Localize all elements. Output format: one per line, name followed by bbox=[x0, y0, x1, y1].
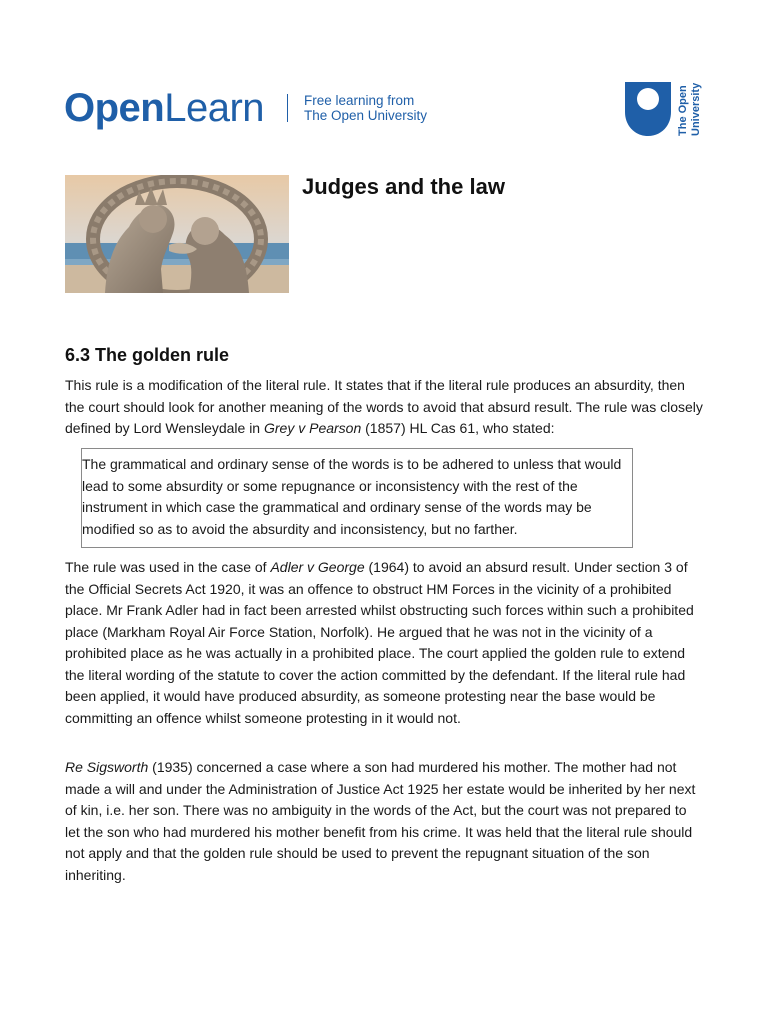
quotation-box: The grammatical and ordinary sense of the words is to be adhered to unless that would lead to some absurdity or some repugnance or inconsistency with the rest of the instrument in which case the grammatical and ordinary sense of the words may be modified so as to avoid the absurdity and inconsistency, but no farther. bbox=[81, 448, 633, 548]
tagline-line-1: Free learning from bbox=[304, 93, 415, 108]
tagline-line-2: The Open University bbox=[304, 108, 428, 123]
ou-wordmark-line-2: University bbox=[690, 82, 702, 136]
ou-wordmark-line-1: The Open bbox=[677, 85, 689, 136]
paragraph-1-text-after: (1857) HL Cas 61, who stated: bbox=[361, 420, 555, 436]
paragraph-2-text-before: The rule was used in the case of bbox=[65, 559, 271, 575]
paragraph-1 bbox=[65, 375, 705, 440]
paragraph-3 bbox=[65, 757, 705, 886]
hero-sculpture-image bbox=[65, 175, 289, 293]
logo-open-text: Open bbox=[64, 86, 165, 130]
logo-divider bbox=[287, 94, 288, 122]
page-title: Judges and the law bbox=[302, 174, 505, 199]
case-name-grey-v-pearson: Grey v Pearson bbox=[263, 420, 362, 436]
open-university-wordmark bbox=[676, 82, 704, 136]
paragraph-3-text-after: (1935) concerned a case where a son had murdered his mother. The mother had not made a will and under the Administration of Justice Act 1925 her estate would be inherited by her next of kin, i.e. her son. There was no ambiguity in the words of the Act, but the court was not prepared to let the son who had murdered his mother benefit from his crime. It was held that the literal rule should not apply and that the golden rule should be used to prevent the repugnant situation of the son inheriting. bbox=[65, 759, 696, 883]
logo-learn-text: Learn bbox=[164, 86, 265, 130]
tagline bbox=[304, 93, 427, 123]
case-name-adler-v-george: Adler v George bbox=[270, 559, 365, 575]
section-heading: 6.3 The golden rule bbox=[65, 345, 230, 365]
paragraph-2 bbox=[65, 557, 705, 729]
paragraph-2-text-after: (1964) to avoid an absurd result. Under section 3 of the Official Secrets Act 1920, it was an offence to obstruct HM Forces in the vicinity of a prohibited place. Mr Frank Adler had in fact been arrested whilst obstructing such forces within such a prohibited place (Markham Royal Air Force Station, Norfolk). He argued that he was not in the vicinity of a prohibited place as he was actually in a prohibited place. The court applied the golden rule to extend the literal wording of the statute to cover the action committed by the defendant. If the literal rule had been applied, it would have produced absurdity, as someone protesting near the base would be committing an offence whilst someone protesting in it would not. bbox=[65, 559, 694, 726]
openlearn-logo[interactable] bbox=[64, 86, 264, 130]
paragraph-1-text-before: This rule is a modification of the literal rule. It states that if the literal rule produces an absurdity, then the court should look for another meaning of the words to avoid that absurd result. The rule was closely defined by Lord Wensleydale in bbox=[65, 377, 703, 436]
open-university-shield-logo[interactable] bbox=[625, 82, 671, 136]
case-name-re-sigsworth: Re Sigsworth bbox=[65, 759, 149, 775]
